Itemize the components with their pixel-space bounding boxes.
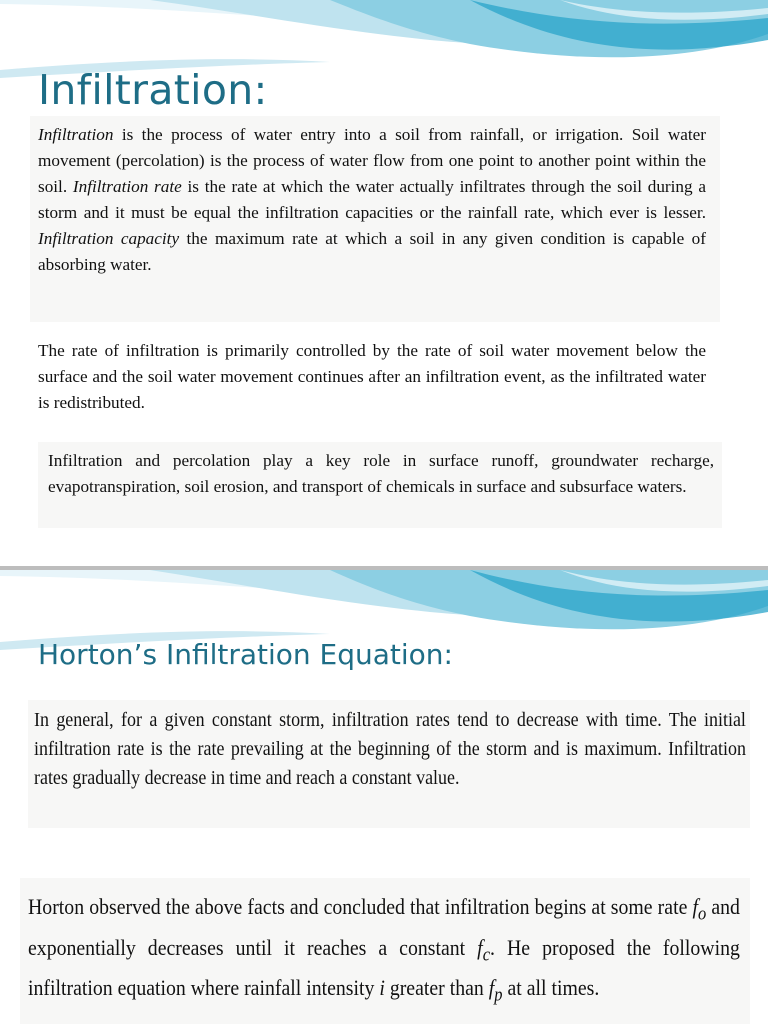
symbol-i: i bbox=[379, 975, 385, 1000]
role-paragraph: Infiltration and percolation play a key role in surface runoff, groundwater recharge, evapotranspiration, soil erosion, and transport of chemicals in surface and subsurface waters. bbox=[48, 451, 714, 496]
conclusion-text-2: and exponentially decreases until it reaches a constant bbox=[28, 894, 740, 960]
conclusion-text-3: . He proposed the following infiltration equation where rainfall intensity bbox=[28, 934, 740, 1000]
definition-text-2: is the rate at which the water actually infiltrates through the soil during a storm and it must be equal the infiltration capacities or the rainfall rate, which ever is lesser. bbox=[38, 177, 706, 222]
term-infiltration-rate: Infiltration rate bbox=[72, 177, 182, 196]
horton-conclusion-paragraph bbox=[28, 890, 740, 1012]
term-infiltration: Infiltration bbox=[38, 125, 114, 144]
horton-conclusion-wrap bbox=[28, 890, 740, 1012]
definition-text-3: the maximum rate at which a soil in any given condition is capable of absorbing water. bbox=[38, 229, 706, 274]
symbol-fc: $f_c$ bbox=[477, 934, 491, 965]
slide-title: Infiltration: bbox=[38, 66, 268, 114]
slide-horton bbox=[0, 570, 768, 1024]
conclusion-text-1: Horton observed the above facts and concluded that infiltration begins at some rate bbox=[28, 894, 693, 919]
definition-text-1: is the process of water entry into a soil from rainfall, or irrigation. Soil water movement (percolation) is the process of water flow from one point to another point within the soil. bbox=[38, 125, 706, 196]
horton-intro-paragraph: In general, for a given constant storm, infiltration rates tend to decrease with time. The initial infiltration rate is the rate prevailing at the beginning of the storm and is maximum. Infiltration rates gradually decrease in time and reach a constant value. bbox=[34, 709, 746, 789]
definition-paragraph bbox=[38, 122, 706, 278]
horton-intro-wrap bbox=[34, 706, 746, 793]
rate-control-paragraph: The rate of infiltration is primarily controlled by the rate of soil water movement below the surface and the soil water movement continues after an infiltration event, as the infiltrated water is redistributed. bbox=[38, 341, 706, 412]
conclusion-text-4: greater than bbox=[384, 975, 489, 1000]
slide-title: Horton’s Infiltration Equation: bbox=[38, 638, 453, 671]
term-infiltration-capacity: Infiltration capacity bbox=[38, 229, 180, 248]
symbol-f0: $f_o$ bbox=[692, 894, 707, 925]
conclusion-text-5: at all times. bbox=[502, 975, 600, 1000]
symbol-fp: $f_p$ bbox=[488, 975, 503, 1006]
